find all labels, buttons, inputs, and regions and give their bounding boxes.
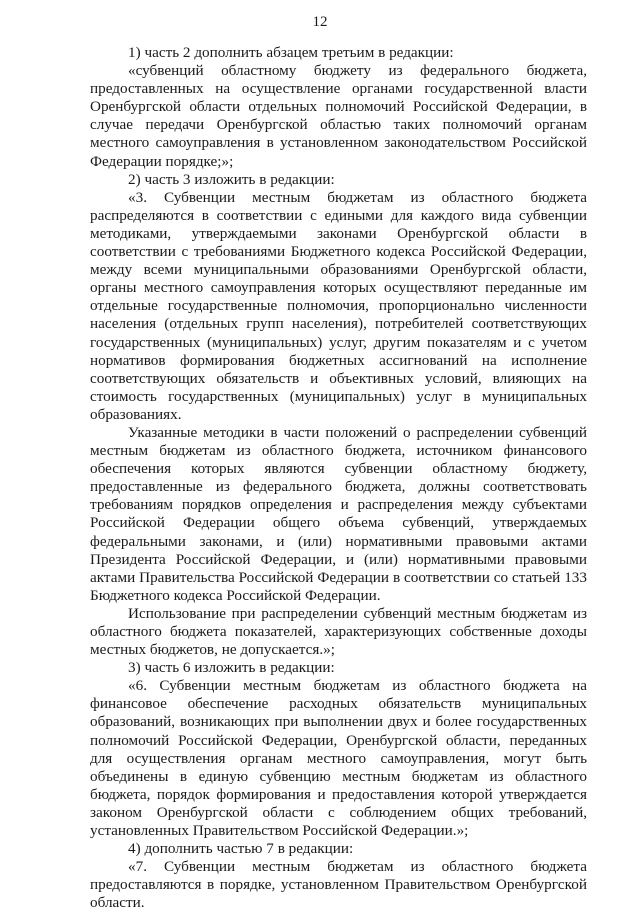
paragraph-amendment-3: 3) часть 6 изложить в редакции: xyxy=(128,659,335,677)
paragraph-usage-restriction: Использование при распределении субвенций местным бюджетам из областного бюджета показателей, характеризующих собственные доходы местных бюджетов, не допускается.»; xyxy=(90,604,587,659)
document-body xyxy=(90,44,587,913)
paragraph-part-6: «6. Субвенции местным бюджетам из областного бюджета на финансовое обеспечение расходных обязательств муниципальных образований, возникающих при выполнении двух и более государственных полномочий Российской Федерации, Оренбургской области, переданных для осуществления органам местного самоуправления, могут быть объединены в единую субвенцию местным бюджетам из областного бюджета, порядок формирования и предоставления которой утверждается законом Оренбургской области с соблюдением общих требований, установленных Правительством Российской Федерации.»; xyxy=(90,677,587,840)
page-number: 12 xyxy=(312,14,328,30)
paragraph-part-3: «3. Субвенции местным бюджетам из областного бюджета распределяются в соответствии с едиными для каждого вида субвенции методиками, утверждаемыми законами Оренбургской области в соответствии с требованиями Бюджетного кодекса Российской Федерации, между всеми муниципальными образованиями Оренбургской области, органы местного самоуправления которых осуществляют переданные им отдельные государственные полномочия, пропорционально численности населения (отдельных групп населения), потребителей соответствующих государственных (муниципальных) услуг, другим показателям и с учетом нормативов формирования бюджетных ассигнований на исполнение соответствующих обязательств и объективных условий, влияющих на стоимость государственных (муниципальных) услуг в муниципальных образованиях. xyxy=(90,188,587,423)
paragraph-amendment-2: 2) часть 3 изложить в редакции: xyxy=(128,170,335,188)
paragraph-part-7: «7. Субвенции местным бюджетам из областного бюджета предоставляются в порядке, установленном Правительством Оренбургской области. xyxy=(90,858,587,912)
paragraph-amendment-1: 1) часть 2 дополнить абзацем третьим в редакции: xyxy=(128,44,454,61)
paragraph-methodologies: Указанные методики в части положений о распределении субвенций местным бюджетам из областного бюджета, источником финансового обеспечения которых являются субвенции областному бюджету, предоставленные из федерального бюджета, должны соответствовать требованиям порядков определения и распределения между субъектами Российской Федерации общего объема субвенций, утверждаемых федеральными законами, и (или) нормативными правовыми актами Президента Российской Федерации, и (или) нормативными правовыми актами Правительства Российской Федерации в соответствии со статьей 133 Бюджетного кодекса Российской Федерации. xyxy=(90,423,587,604)
paragraph-amendment-4: 4) дополнить частью 7 в редакции: xyxy=(128,840,354,858)
paragraph-quote-subventions: «субвенций областному бюджету из федерального бюджета, предоставленных на осуществление органами государственной власти Оренбургской области отдельных полномочий Российской Федерации, в случае передачи Оренбургской областью таких полномочий органам местного самоуправления в установленном законодательством Российской Федерации порядке;»; xyxy=(90,62,587,170)
